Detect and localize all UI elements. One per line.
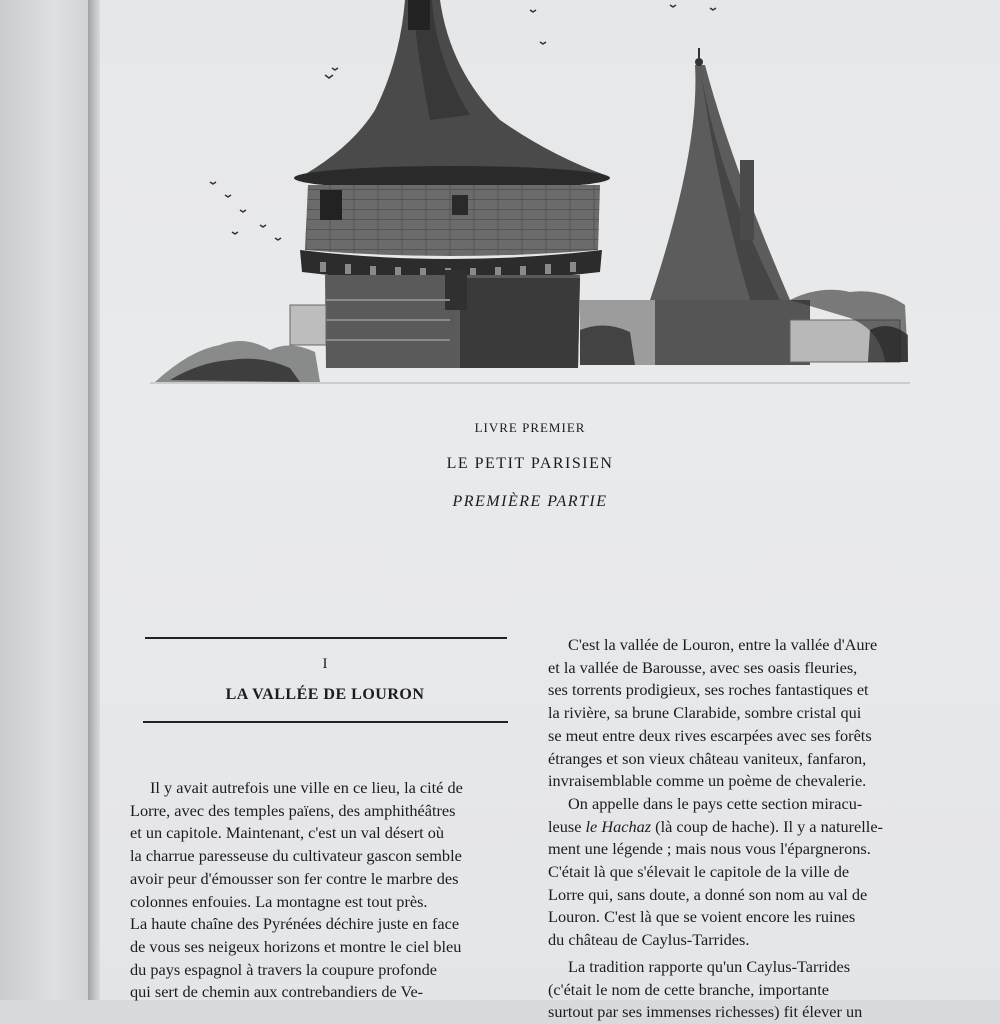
text-line: la rivière, sa brune Clarabide, sombre cristal qui: [548, 703, 862, 723]
text-line: de vous ses neigeux horizons et montre le ciel bleu: [130, 936, 462, 956]
text-line: et la vallée de Barousse, avec ses oasis fleuries,: [548, 657, 858, 677]
text-column-left: [130, 777, 510, 1004]
text-line: (c'était le nom de cette branche, importante: [548, 979, 829, 999]
text-line: Il y avait autrefois une ville en ce lieu, la cité de: [150, 778, 463, 797]
text-fragment: (là coup de hache). Il y a naturelle-: [651, 816, 883, 836]
text-line: ment une légende ; mais nous vous l'épargnerons.: [548, 839, 871, 859]
text-line: On appelle dans le pays cette section miracu-: [568, 793, 863, 813]
text-line: C'était là que s'élevait le capitole de la ville de: [548, 862, 850, 882]
text-line: se meut entre deux rives escarpées avec ses forêts: [548, 725, 872, 745]
text-line: Lorre, avec des temples païens, des amphithéâtres: [130, 800, 456, 820]
book-title: LE PETIT PARISIEN: [446, 455, 614, 472]
chapter-rule-bottom: [143, 721, 508, 723]
text-line: C'est la vallée de Louron, entre la vallée d'Aure: [568, 635, 878, 654]
text-fragment: leuse: [548, 816, 586, 836]
text-line: et un capitole. Maintenant, c'est un val désert où: [130, 823, 444, 843]
text-line: invraisemblable comme un poème de chevalerie.: [548, 771, 867, 791]
text-line: étranges et son vieux château vaniteux, fanfaron,: [548, 748, 867, 768]
text-column-right: [548, 634, 944, 1024]
chapter-rule-top: [145, 637, 507, 639]
chapter-title: LA VALLÉE DE LOURON: [225, 686, 425, 703]
text-line: colonnes enfouies. La montagne est tout près.: [130, 891, 428, 911]
text-line: la charrue paresseuse du cultivateur gascon semble: [130, 846, 462, 866]
text-line: du château de Caylus-Tarrides.: [548, 930, 750, 950]
facing-page-edge: [0, 0, 92, 1000]
text-line: ses torrents prodigieux, ses roches fantastiques et: [548, 680, 869, 700]
text-line: La tradition rapporte qu'un Caylus-Tarrides: [568, 956, 851, 976]
text-line: avoir peur d'émousser son fer contre le marbre des: [130, 868, 459, 888]
text-line: surtout par ses immenses richesses) fit élever un: [548, 1002, 863, 1022]
text-line: qui sert de chemin aux contrebandiers de Ve-: [130, 982, 424, 1002]
book-label: LIVRE PREMIER: [474, 420, 586, 435]
text-line: du pays espagnol à travers la coupure profonde: [130, 959, 437, 979]
chapter-number: I: [322, 656, 328, 672]
text-line: La haute chaîne des Pyrénées déchire juste en face: [130, 914, 460, 934]
text-line: Louron. C'est là que se voient encore les ruines: [548, 907, 856, 927]
text-line: [548, 816, 944, 839]
castle-towers-drawing: [150, 0, 910, 390]
part-title: PREMIÈRE PARTIE: [452, 493, 608, 510]
italic-term: le Hachaz: [585, 816, 652, 836]
text-line: Lorre qui, sans doute, a donné son nom au val de: [548, 884, 868, 904]
